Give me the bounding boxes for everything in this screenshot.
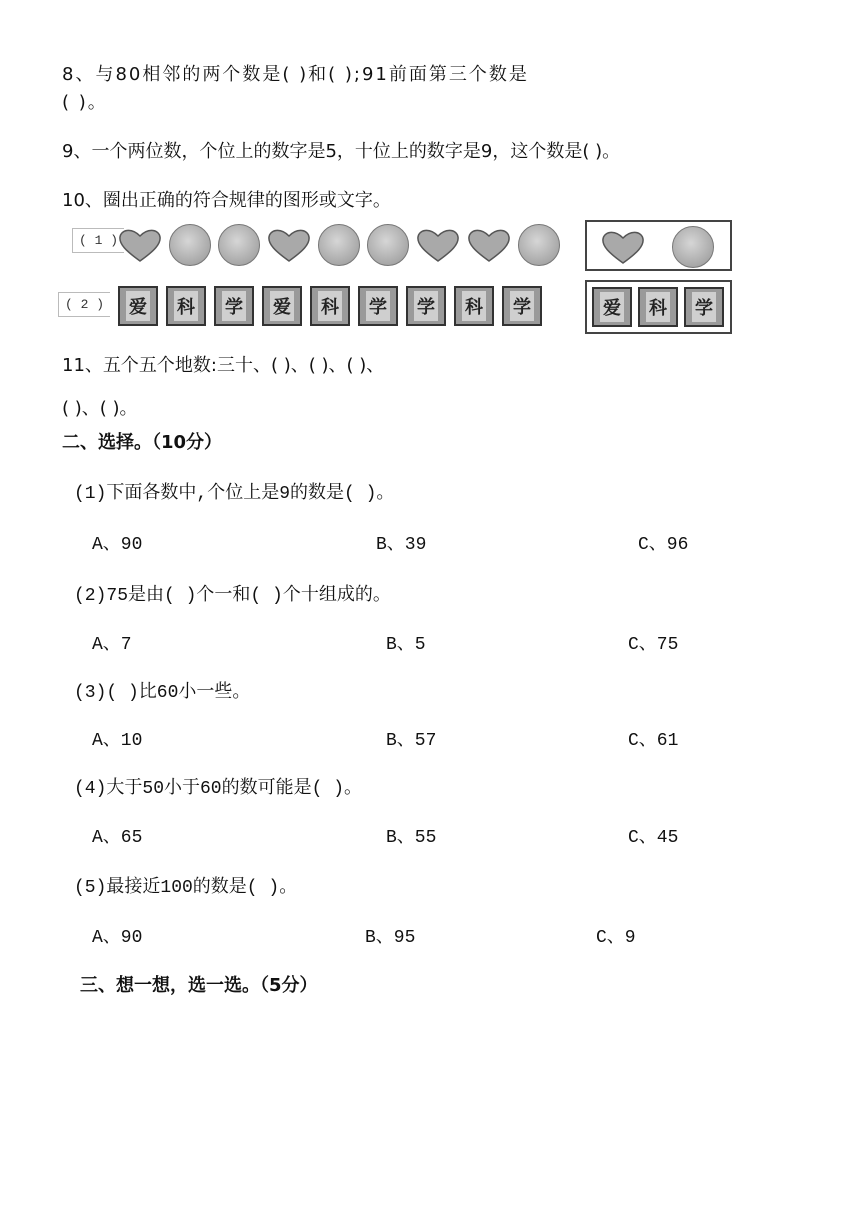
q11-line2: ( )、( )。 <box>62 398 138 419</box>
s2-q5-option-a[interactable]: A、90 <box>92 928 143 948</box>
char-tile-text: 科 <box>318 291 342 321</box>
s2-q5-option-b[interactable]: B、95 <box>365 928 416 948</box>
char-tile <box>502 286 542 326</box>
char-tile <box>358 286 398 326</box>
s2-q3-option-c[interactable]: C、61 <box>628 731 679 751</box>
s2-q3-option-b[interactable]: B、57 <box>386 731 437 751</box>
q11-line1: 11、五个五个地数:三十、( )、( )、( )、 <box>62 355 385 376</box>
smiley-icon <box>218 224 260 266</box>
q10-row1-number: 1 <box>94 233 103 248</box>
section2-heading: 二、选择。（10分） <box>62 432 223 453</box>
s2-q1-option-c[interactable]: C、96 <box>638 535 689 555</box>
char-tile[interactable] <box>684 287 724 327</box>
heart-icon <box>118 227 162 263</box>
s2-q2-option-a[interactable]: A、7 <box>92 635 132 655</box>
q10-row2-answer-box <box>585 280 732 334</box>
char-tile-text: 爱 <box>600 292 624 322</box>
s2-q1-option-a[interactable]: A、90 <box>92 535 143 555</box>
char-tile <box>118 286 158 326</box>
q10-row2-pattern <box>118 286 542 326</box>
q10-row2-label: ( 2 ) <box>58 292 110 317</box>
s2-q5-stem: (5)最接近100的数是( )。 <box>74 878 298 898</box>
q8-line2: ( )。 <box>62 92 108 113</box>
s2-q3-option-a[interactable]: A、10 <box>92 731 143 751</box>
s2-q4-option-a[interactable]: A、65 <box>92 828 143 848</box>
q10-row2-answer-tiles <box>592 287 724 327</box>
s2-q4-stem: (4)大于50小于60的数可能是( )。 <box>74 779 363 799</box>
char-tile <box>214 286 254 326</box>
char-tile-text: 学 <box>692 292 716 322</box>
char-tile-text: 科 <box>174 291 198 321</box>
smiley-icon <box>367 224 409 266</box>
q10-row1-label: ( 1 ) <box>72 228 124 253</box>
char-tile-text: 学 <box>510 291 534 321</box>
heart-icon <box>267 227 311 263</box>
s2-q1-stem: (1)下面各数中,个位上是9的数是( )。 <box>74 484 395 504</box>
q10-row2-number: 2 <box>80 297 89 312</box>
smiley-icon[interactable] <box>672 226 714 268</box>
char-tile <box>166 286 206 326</box>
char-tile-text: 学 <box>414 291 438 321</box>
q10-text: 10、圈出正确的符合规律的图形或文字。 <box>62 190 391 211</box>
s2-q3-stem: (3)( )比60小一些。 <box>74 683 251 703</box>
s2-q4-option-b[interactable]: B、55 <box>386 828 437 848</box>
section3-heading: 三、想一想，选一选。（5分） <box>80 975 318 996</box>
heart-icon <box>416 227 460 263</box>
q10-row1-pattern <box>118 224 560 266</box>
char-tile <box>310 286 350 326</box>
s2-q2-stem: (2)75是由( )个一和( )个十组成的。 <box>74 586 391 606</box>
char-tile <box>454 286 494 326</box>
char-tile-text: 爱 <box>126 291 150 321</box>
char-tile <box>262 286 302 326</box>
char-tile[interactable] <box>638 287 678 327</box>
heart-icon[interactable] <box>601 229 645 265</box>
heart-icon <box>467 227 511 263</box>
char-tile-text: 学 <box>366 291 390 321</box>
q8-line1: 8、与80相邻的两个数是( )和( );91前面第三个数是 <box>62 64 529 85</box>
smiley-icon <box>169 224 211 266</box>
smiley-icon <box>318 224 360 266</box>
s2-q1-option-b[interactable]: B、39 <box>376 535 427 555</box>
char-tile-text: 学 <box>222 291 246 321</box>
char-tile-text: 科 <box>646 292 670 322</box>
char-tile-text: 爱 <box>270 291 294 321</box>
char-tile-text: 科 <box>462 291 486 321</box>
s2-q4-option-c[interactable]: C、45 <box>628 828 679 848</box>
q9-text: 9、一个两位数，个位上的数字是5，十位上的数字是9，这个数是( )。 <box>62 141 621 162</box>
s2-q2-option-b[interactable]: B、5 <box>386 635 426 655</box>
char-tile <box>406 286 446 326</box>
smiley-icon <box>518 224 560 266</box>
char-tile[interactable] <box>592 287 632 327</box>
s2-q2-option-c[interactable]: C、75 <box>628 635 679 655</box>
q10-row1-answer-box <box>585 220 732 271</box>
s2-q5-option-c[interactable]: C、9 <box>596 928 636 948</box>
